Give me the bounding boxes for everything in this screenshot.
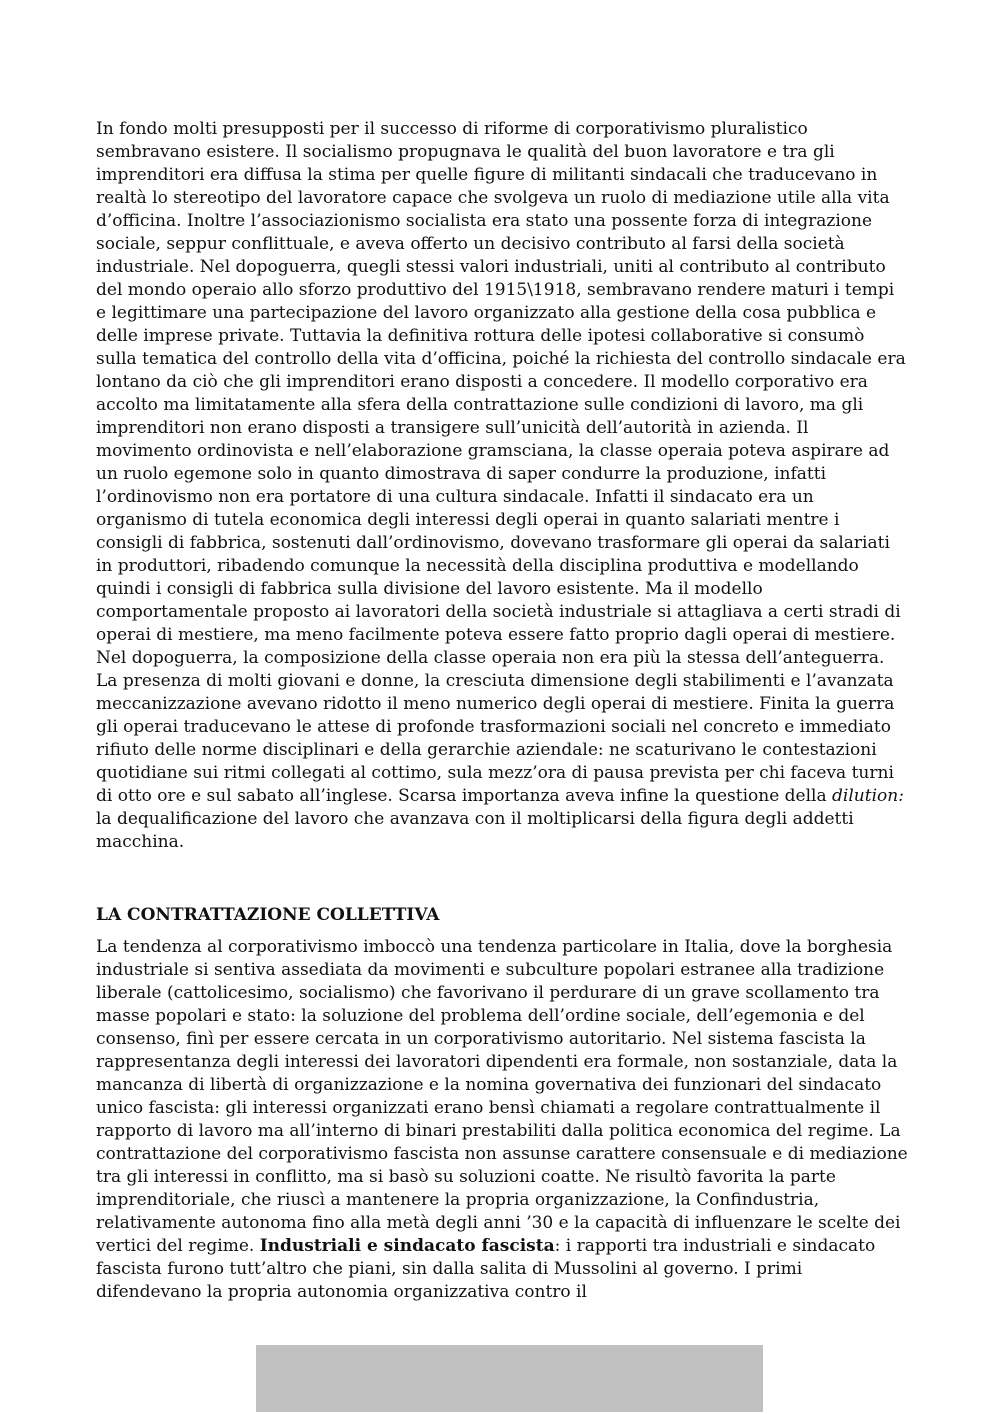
italic-term-dilution: dilution: [832,786,904,806]
paragraph-1-text-end: la dequalificazione del lavoro che avanzava con il moltiplicarsi della figura degli addetti macchina. [96,809,854,852]
body-paragraph-1 [96,118,908,854]
section-heading: LA CONTRATTAZIONE COLLETTIVA [96,905,440,925]
bold-subheading-inline: Industriali e sindacato fascista [259,1236,555,1256]
paragraph-2-text-end: : i rapporti tra industriali e sindacato fascista furono tutt’altro che piani, sin dalla salita di Mussolini al governo. I primi difendevano la propria autonomia organizzativa contro il [96,1236,876,1302]
paragraph-2-text: La tendenza al corporativismo imboccò una tendenza particolare in Italia, dove la borghesia industriale si sentiva assediata da movimenti e subculture popolari estranee alla tradizione liberale (cattolicesimo, socialismo) che favorivano il perdurare di un grave scollamento tra masse popolari e stato: la soluzione del problema dell’ordine sociale, dell’egemonia e del consenso, finì per essere cercata in un corporativismo autoritario. Nel sistema fascista la rappresentanza degli interessi dei lavoratori dipendenti era formale, non sostanziale, data la mancanza di libertà di organizzazione e la nomina governativa dei funzionari del sindacato unico fascista: gli interessi organizzati erano bensì chiamati a regolare contrattualmente il rapporto di lavoro ma all’interno di binari prestabiliti dalla politica economica del regime. La contrattazione del corporativismo fascista non assunse carattere consensuale e di mediazione tra gli interessi in conflitto, ma si basò su soluzioni coatte. Ne risultò favorita la parte imprenditoriale, che riuscì a mantenere la propria organizzazione, la Confindustria, relativamente autonoma fino alla metà degli anni ’30 e la capacità di influenzare le scelte dei vertici del regime. [96,937,908,1256]
document-page [96,118,908,1304]
paragraph-1-text: In fondo molti presupposti per il successo di riforme di corporativismo pluralistico sembravano esistere. Il socialismo propugnava le qualità del buon lavoratore e tra gli imprenditori era diffusa la stima per quelle figure di militanti sindacali che traducevano in realtà lo stereotipo del lavoratore capace che svolgeva un ruolo di mediazione utile alla vita d’officina. Inoltre l’associazionismo socialista era stato una possente forza di integrazione sociale, seppur conflittuale, e aveva offerto un decisivo contributo al farsi della società industriale. Nel dopoguerra, quegli stessi valori industriali, uniti al contributo al contributo del mondo operaio allo sforzo produttivo del 1915\1918, sembravano rendere maturi i tempi e legittimare una partecipazione del lavoro organizzato alla gestione della cosa pubblica e delle imprese private. Tuttavia la definitiva rottura delle ipotesi collaborative si consumò sulla tematica del controllo della vita d’officina, poiché la richiesta del controllo sindacale era lontano da ciò che gli imprenditori erano disposti a concedere. Il modello corporativo era accolto ma limitatamente alla sfera della contrattazione sulle condizioni di lavoro, ma gli imprenditori non erano disposti a transigere sull’unicità dell’autorità in azienda. Il movimento ordinovista e nell’elaborazione gramsciana, la classe operaia poteva aspirare ad un ruolo egemone solo in quanto dimostrava di saper condurre la produzione, infatti l’ordinovismo non era portatore di una cultura sindacale. Infatti il sindacato era un organismo di tutela economica degli interessi degli operai in quanto salariati mentre i consigli di fabbrica, sostenuti dall’ordinovismo, dovevano trasformare gli operai da salariati in produttori, ribadendo comunque la necessità della disciplina produttiva e modellando quindi i consigli di fabbrica sulla divisione del lavoro esistente. Ma il modello comportamentale proposto ai lavoratori della società industriale si attagliava a certi stradi di operai di mestiere, ma meno facilmente poteva essere fatto proprio dagli operai di mestiere. Nel dopoguerra, la composizione della classe operaia non era più la stessa dell’anteguerra. La presenza di molti giovani e donne, la cresciuta dimensione degli stabilimenti e l’avanzata meccanizzazione avevano ridotto il meno numerico degli operai di mestiere. Finita la guerra gli operai traducevano le attese di profonde trasformazioni sociali nel concreto e immediato rifiuto delle norme disciplinari e della gerarchie aziendale: ne scaturivano le contestazioni quotidiane sui ritmi collegati al cottimo, sula mezz’ora di pausa prevista per chi faceva turni di otto ore e sul sabato all’inglese. Scarsa importanza aveva infine la questione della [96,119,906,806]
footer-gray-band [256,1345,763,1412]
body-paragraph-2 [96,936,908,1304]
